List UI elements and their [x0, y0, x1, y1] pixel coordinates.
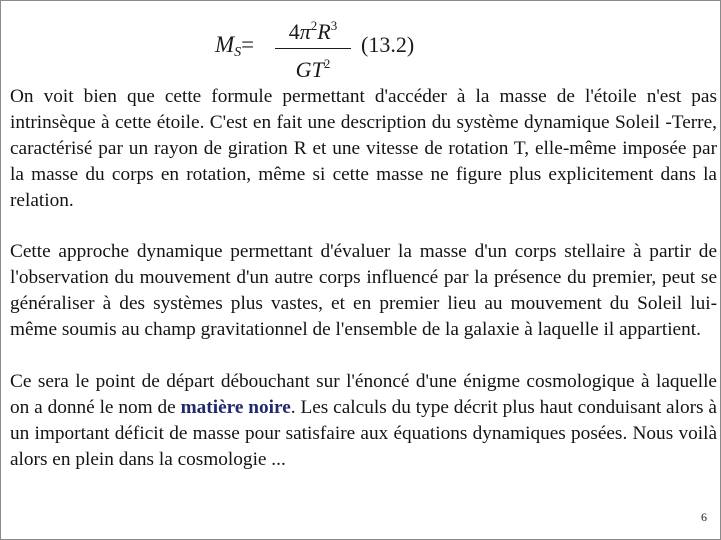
period-symbol: T	[311, 57, 324, 82]
formula-denominator	[275, 51, 351, 83]
pi-exponent: 2	[310, 18, 318, 33]
equals-sign: =	[241, 32, 255, 57]
paragraph-2: Cette approche dynamique permettant d'évaluer la masse d'un corps stellaire à partir de l'observation du mouvement d'un autre corps influencé par la présence du premier, peut se généraliser à des systèmes plus vastes, et en premier lieu au mouvement du Soleil lui-même soumis au champ gravitationnel de l'ensemble de la galaxie à laquelle il appartient.	[10, 241, 717, 341]
gravity-symbol: G	[295, 57, 312, 82]
period-exponent: 2	[323, 56, 331, 71]
page-number: 6	[701, 510, 707, 524]
pi-symbol: π	[299, 19, 311, 44]
fraction-bar	[275, 48, 351, 49]
radius-exponent: 3	[330, 18, 338, 33]
paragraph-1: On voit bien que cette formule permettant d'accéder à la masse de l'étoile n'est pas intrinsèque à cette étoile. C'est en fait une description du système dynamique Soleil -Terre, caractérisé par un rayon de giration R et une vitesse de rotation T, elle-même imposée par la masse du corps en rotation, même si cette masse ne figure plus explicitement dans la relation.	[10, 86, 717, 211]
radius-symbol: R	[317, 19, 331, 44]
slide-body	[10, 84, 717, 473]
paragraph-3-start: Ce sera le point de départ débouchant sur l'énoncé d'une énigme cosmologique à laquelle on a donné le nom de	[10, 370, 717, 418]
paragraph-3-end: . Les calculs du type décrit plus haut conduisant alors à un important déficit de masse pour satisfaire aux équations dynamiques posées. Nous voilà alors en plein dans la cosmologie ...	[10, 396, 717, 470]
equation-number: (13.2)	[361, 32, 415, 57]
mass-symbol: M	[215, 32, 235, 57]
formula-lhs	[215, 32, 254, 61]
numerator-coefficient: 4	[288, 19, 300, 44]
dark-matter-term: matière noire	[180, 396, 291, 418]
paragraph-3	[10, 369, 717, 473]
formula-fraction	[275, 13, 351, 83]
mass-subscript: S	[234, 45, 242, 60]
formula-numerator	[275, 13, 351, 45]
